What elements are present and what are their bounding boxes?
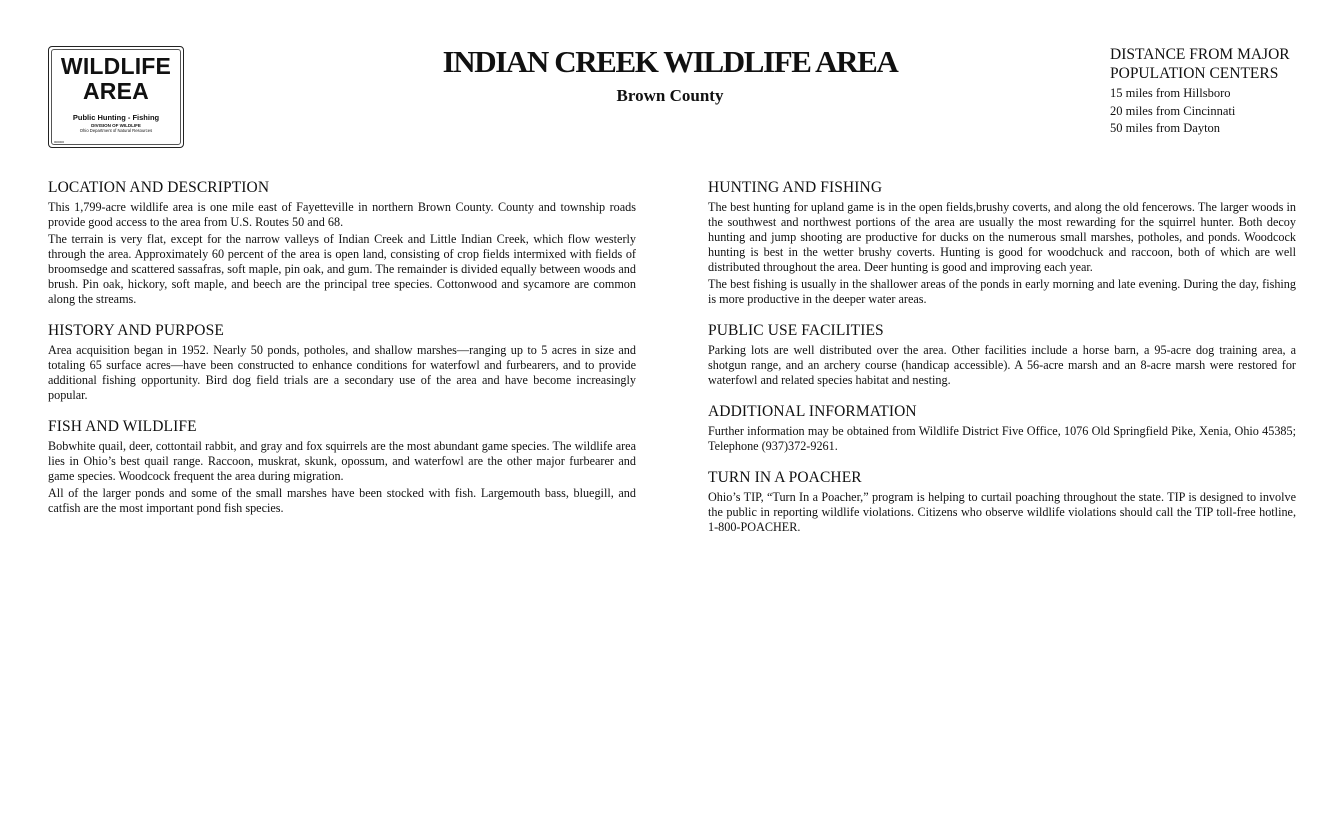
wildlife-area-sign-logo: [48, 46, 184, 148]
section-paragraph: The best hunting for upland game is in the open fields,brushy coverts, and along the old fencerows. The larger woods in the southwest and northwest portions of the area are usually the most rewarding for the squirrel hunter. Both decoy hunting and jump shooting are productive for ducks on the numerous small marshes, potholes, and ponds. Woodcock hunting is best in the wetter brushy coverts. Hunting is good for woodchuck and raccoon, both of which are well distributed throughout the area. Deer hunting is good and improving each year.: [708, 200, 1296, 274]
section-paragraph: The best fishing is usually in the shallower areas of the ponds in early morning and late evening. During the day, fishing is more productive in the deeper water areas.: [708, 277, 1296, 306]
distance-heading-line-2: POPULATION CENTERS: [1110, 65, 1279, 82]
section-heading: PUBLIC USE FACILITIES: [708, 322, 884, 339]
section-hunting-fishing: [708, 178, 1296, 307]
section-additional-info: [708, 402, 1296, 454]
section-paragraph: Further information may be obtained from Wildlife District Five Office, 1076 Old Springfield Pike, Xenia, Ohio 45385; Telephone (937)372-9261.: [708, 424, 1296, 453]
section-heading: HUNTING AND FISHING: [708, 179, 883, 196]
section-location: [48, 178, 636, 307]
section-paragraph: All of the larger ponds and some of the small marshes have been stocked with fish. Largemouth bass, bluegill, and catfish are the most important pond fish species.: [48, 486, 636, 515]
section-paragraph: Parking lots are well distributed over the area. Other facilities include a horse barn, a 95-acre dog training area, a shotgun range, and an archery course (handicap accessible). A 56-acre marsh and an 8-acre marsh were restored for waterfowl and related species habitat and nesting.: [708, 343, 1296, 387]
distance-item: 15 miles from Hillsboro: [1110, 86, 1231, 100]
section-paragraph: Area acquisition began in 1952. Nearly 50 ponds, potholes, and shallow marshes—ranging up to 5 acres in size and totaling 65 surface acres—have been constructed to enhance conditions for waterfowl and furbearers, and to provide additional fishing opportunity. Bird dog field trials are a secondary use of the area and have become increasingly popular.: [48, 343, 636, 402]
distance-box: [1110, 45, 1330, 138]
distance-item: 50 miles from Dayton: [1110, 121, 1221, 135]
section-heading: TURN IN A POACHER: [708, 469, 862, 486]
section-paragraph: The terrain is very flat, except for the narrow valleys of Indian Creek and Little Indian Creek, which flow westerly through the area. Approximately 60 percent of the area is open land, consisting of crop fields intermixed with fields of broomsedge and scattered sassafras, soft maple, pin oak, and gum. The remainder is divided equally between woods and brush. Pin oak, hickory, soft maple, and beech are the principal tree species. Cottonwood and sycamore are common along the streams.: [48, 232, 636, 306]
distance-list: [1110, 85, 1330, 138]
section-heading: ADDITIONAL INFORMATION: [708, 403, 917, 420]
sign-line-2: AREA: [83, 78, 149, 104]
section-public-use: [708, 321, 1296, 388]
section-paragraph: Bobwhite quail, deer, cottontail rabbit, and gray and fox squirrels are the most abundant game species. The wildlife area lies in Ohio’s best quail range. Raccoon, muskrat, skunk, opossum, and waterfowl are the other major furbearer and game species. Woodcock frequent the area during migration.: [48, 439, 636, 483]
right-column: [708, 178, 1296, 549]
section-heading: HISTORY AND PURPOSE: [48, 322, 224, 339]
sign-line-1: WILDLIFE: [60, 53, 172, 79]
sign-division: DIVISION OF WILDLIFE: [91, 123, 141, 128]
section-paragraph: Ohio’s TIP, “Turn In a Poacher,” program is helping to curtail poaching throughout the state. TIP is designed to involve the public in reporting wildlife violations. Citizens who observe wildlife violations should call the TIP toll-free hotline, 1-800-POACHER.: [708, 490, 1296, 534]
section-heading: FISH AND WILDLIFE: [48, 418, 197, 435]
section-paragraph: This 1,799-acre wildlife area is one mile east of Fayetteville in northern Brown County. County and township roads provide good access to the area from U.S. Routes 50 and 68.: [48, 200, 636, 229]
section-turn-in-poacher: [708, 468, 1296, 535]
section-heading: LOCATION AND DESCRIPTION: [48, 179, 270, 196]
county-subtitle: Brown County: [616, 86, 724, 105]
page-title: INDIAN CREEK WILDLIFE AREA: [442, 44, 898, 79]
sign-code: 000000: [54, 140, 65, 144]
section-fish-wildlife: [48, 417, 636, 516]
sign-department: Ohio Department of Natural Resources: [79, 128, 153, 133]
sign-inner-border: [51, 49, 181, 145]
distance-item: 20 miles from Cincinnati: [1110, 103, 1236, 118]
left-column: [48, 178, 636, 530]
sign-subtitle: Public Hunting - Fishing: [72, 113, 160, 122]
distance-heading-line-1: DISTANCE FROM MAJOR: [1110, 46, 1290, 63]
section-history: [48, 321, 636, 403]
